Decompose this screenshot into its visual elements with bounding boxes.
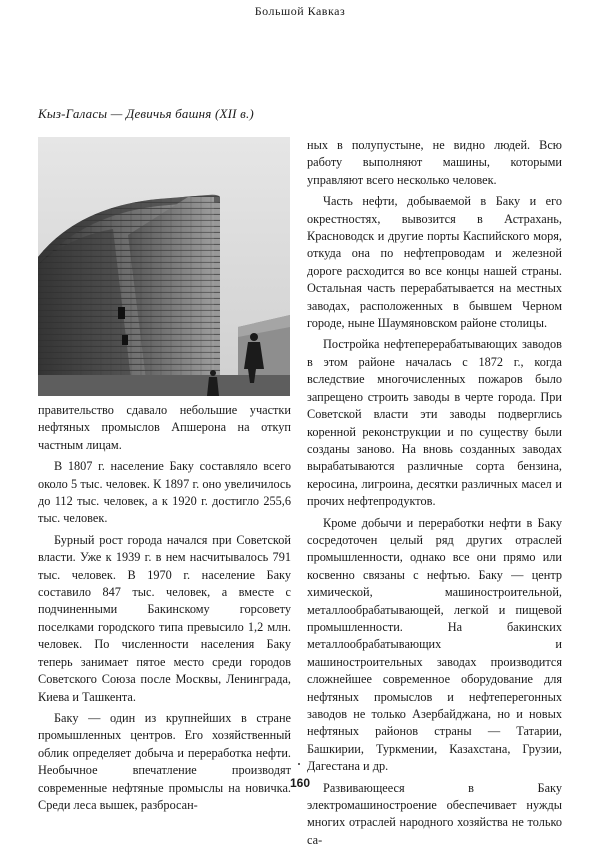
left-paragraph: В 1807 г. население Баку составляло всего около 5 тыс. человек. К 1897 г. оно увеличилось до 112 тыс. человек, а к 1920 г. достигло 255,6 тыс. человек. [38,459,291,526]
photo-caption: Кыз-Галасы — Девичья башня (XII в.) [38,106,254,121]
right-paragraph: Кроме добычи и переработки нефти в Баку сосредоточен целый ряд других отраслей промышленности, однако все они прямо или косвенно связаны с нефтью. Баку — центр химической, машиностроительной, металлообрабатывающей, легкой и пищевой промышленности. На бакинских металлообрабатывающих и машиностроительных заводах производится сложнейшее современное оборудование для нефтяных промыслов и нефтеперегонных заводов не только Азербайджана, но и новых нефтяных районов страны — Татарии, Башкирии, Туркмении, Казахстана, Грузии, Дагестана и др. [307,515,562,774]
running-head: Большой Кавказ [254,4,346,18]
left-paragraph: Бурный рост города начался при Советской власти. Уже к 1939 г. в нем насчитывалось 791 тыс. человек. В 1970 г. население Баку составило 847 тыс. человек, а вместе с подчиненными Бакинскому горсовету поселками городского типа превысило 1,2 млн. человек. По численности населения Баку теперь занимает пятое место среди городов Советского Союза после Москвы, Ленинграда, Киева и Ташкента. [38,532,291,704]
right-paragraph: Часть нефти, добываемой в Баку и его окрестностях, вывозится в Астрахань, Красноводск и другие порты Каспийского моря, откуда она по нефтепроводам и железной дороге расходится во все концы нашей страны. Остальная часть перерабатывается на местных заводах, расположенных в бывшем Черном городе, ныне Шаумяновском районе столицы. [307,194,562,331]
right-column [307,137,562,849]
print-speck [298,763,300,765]
right-paragraph: Постройка нефтеперерабатывающих заводов в этом районе началась с 1872 г., когда вследствие многочисленных пожаров было запрещено строить заводы в черте города. При Советской власти эти заводы подверглись коренной реконструкции и по существу были созданы заново. На вновь созданных заводах вырабатываются различные сорта бензина, керосина, лигроина, десятки различных масел и прочих нефтепродуктов. [307,337,562,509]
left-column [38,402,291,814]
right-paragraph: ных в полупустыне, не видно людей. Всю работу выполняют машины, которыми управляют всего несколько человек. [307,138,562,187]
left-paragraph: правительство сдавало небольшие участки нефтяных промыслов Апшерона на откуп частным лицам. [38,403,291,452]
maiden-tower-photo [38,137,290,396]
page-number: 160 [289,776,311,790]
left-paragraph: Баку — один из крупнейших в стране промышленных центров. Его хозяйственный облик определяет добыча и переработка нефти. Необычное впечатление производят современные нефтяные промыслы на новичка. Среди леса вышек, разбросан- [38,710,291,812]
right-paragraph: Развивающееся в Баку электромашиностроение обеспечивает нужды многих отраслей народного хозяйства не только са- [307,780,562,847]
